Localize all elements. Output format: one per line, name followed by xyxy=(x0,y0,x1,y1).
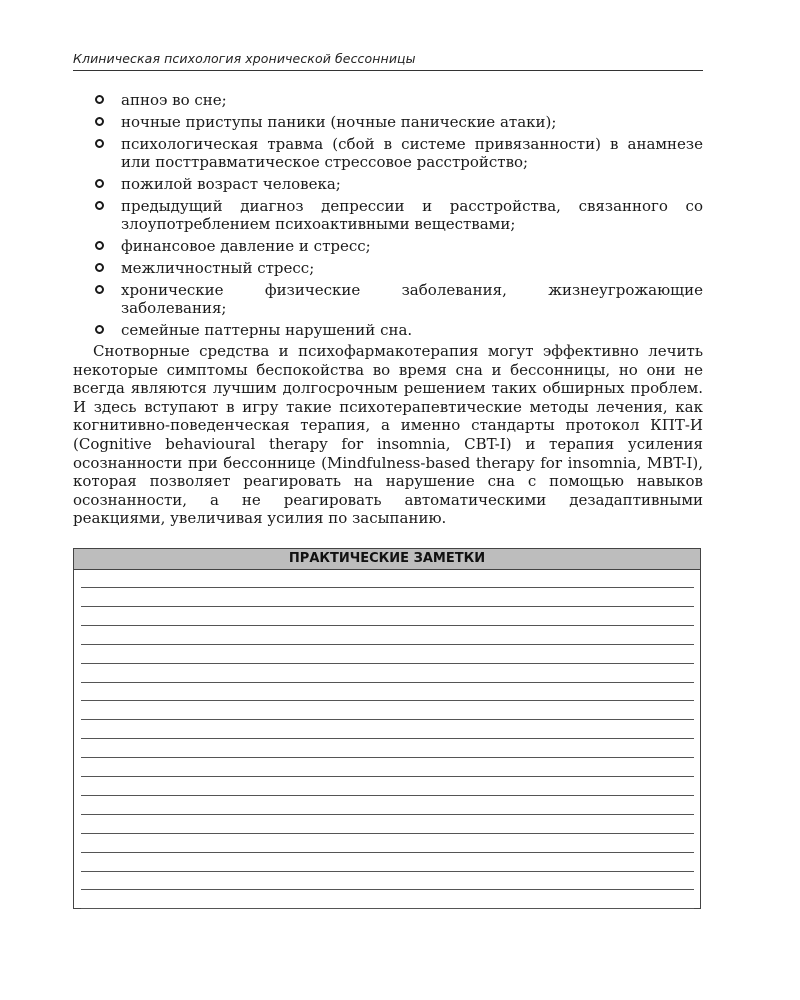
list-item xyxy=(73,175,703,193)
writing-line xyxy=(81,738,694,739)
writing-line xyxy=(81,908,694,909)
writing-line xyxy=(81,795,694,796)
list-item-text: пожилой возраст человека; xyxy=(121,175,341,193)
list-item-text: межличностный стресс; xyxy=(121,259,315,277)
writing-line xyxy=(81,625,694,626)
writing-line xyxy=(81,606,694,607)
writing-line xyxy=(81,682,694,683)
list-item xyxy=(73,113,703,131)
writing-line xyxy=(81,833,694,834)
running-header: Клиническая психология хронической бессонницы xyxy=(73,51,416,66)
list-item xyxy=(73,259,703,277)
practical-notes-title: ПРАКТИЧЕСКИЕ ЗАМЕТКИ xyxy=(74,549,700,570)
circle-bullet-icon xyxy=(95,201,104,210)
writing-line xyxy=(81,889,694,890)
list-item xyxy=(73,197,703,233)
writing-line xyxy=(81,757,694,758)
circle-bullet-icon xyxy=(95,263,104,272)
writing-line xyxy=(81,814,694,815)
body-paragraph: Снотворные средства и психофармакотерапия могут эффективно лечить некоторые симптомы беспокойства во время сна и бессонницы, но они не всегда являются лучшим долгосрочным решением таких обширных проблем. И здесь вступают в игру такие психотерапевтические методы лечения, как когнитивно-поведенческая терапия, а именно стандарты протокол КПТ-И (Cognitive behavioural therapy for insomnia, CBT-I) и терапия усиления осознанности при бессоннице (Mindfulness-based therapy for insomnia, MBT-I), которая позволяет реагировать на нарушение сна с помощью навыков осознанности, а не реагировать автоматическими дезадаптивными реакциями, увеличивая усилия по засыпанию. xyxy=(73,342,703,528)
list-item xyxy=(73,237,703,255)
circle-bullet-icon xyxy=(95,285,104,294)
practical-notes-box xyxy=(73,548,701,909)
writing-line xyxy=(81,587,694,588)
circle-bullet-icon xyxy=(95,325,104,334)
writing-line xyxy=(81,700,694,701)
list-item-text: психологическая травма (сбой в системе привязанности) в анамнезе или посттравматическое стрессовое расстройство; xyxy=(121,135,703,171)
list-item xyxy=(73,135,703,171)
circle-bullet-icon xyxy=(95,139,104,148)
writing-line xyxy=(81,719,694,720)
risk-factor-list xyxy=(73,91,703,343)
list-item xyxy=(73,321,703,339)
list-item-text: финансовое давление и стресс; xyxy=(121,237,371,255)
circle-bullet-icon xyxy=(95,241,104,250)
header-rule xyxy=(73,70,703,71)
list-item-text: хронические физические заболевания, жизнеугрожающие заболевания; xyxy=(121,281,703,317)
list-item-text: предыдущий диагноз депрессии и расстройства, связанного со злоупотреблением психоактивными веществами; xyxy=(121,197,703,233)
list-item xyxy=(73,91,703,109)
list-item-text: семейные паттерны нарушений сна. xyxy=(121,321,413,339)
circle-bullet-icon xyxy=(95,117,104,126)
list-item-text: апноэ во сне; xyxy=(121,91,227,109)
list-item xyxy=(73,281,703,317)
writing-line xyxy=(81,852,694,853)
list-item-text: ночные приступы паники (ночные панические атаки); xyxy=(121,113,557,131)
writing-line xyxy=(81,663,694,664)
circle-bullet-icon xyxy=(95,95,104,104)
writing-line xyxy=(81,776,694,777)
writing-line xyxy=(81,644,694,645)
circle-bullet-icon xyxy=(95,179,104,188)
writing-line xyxy=(81,871,694,872)
